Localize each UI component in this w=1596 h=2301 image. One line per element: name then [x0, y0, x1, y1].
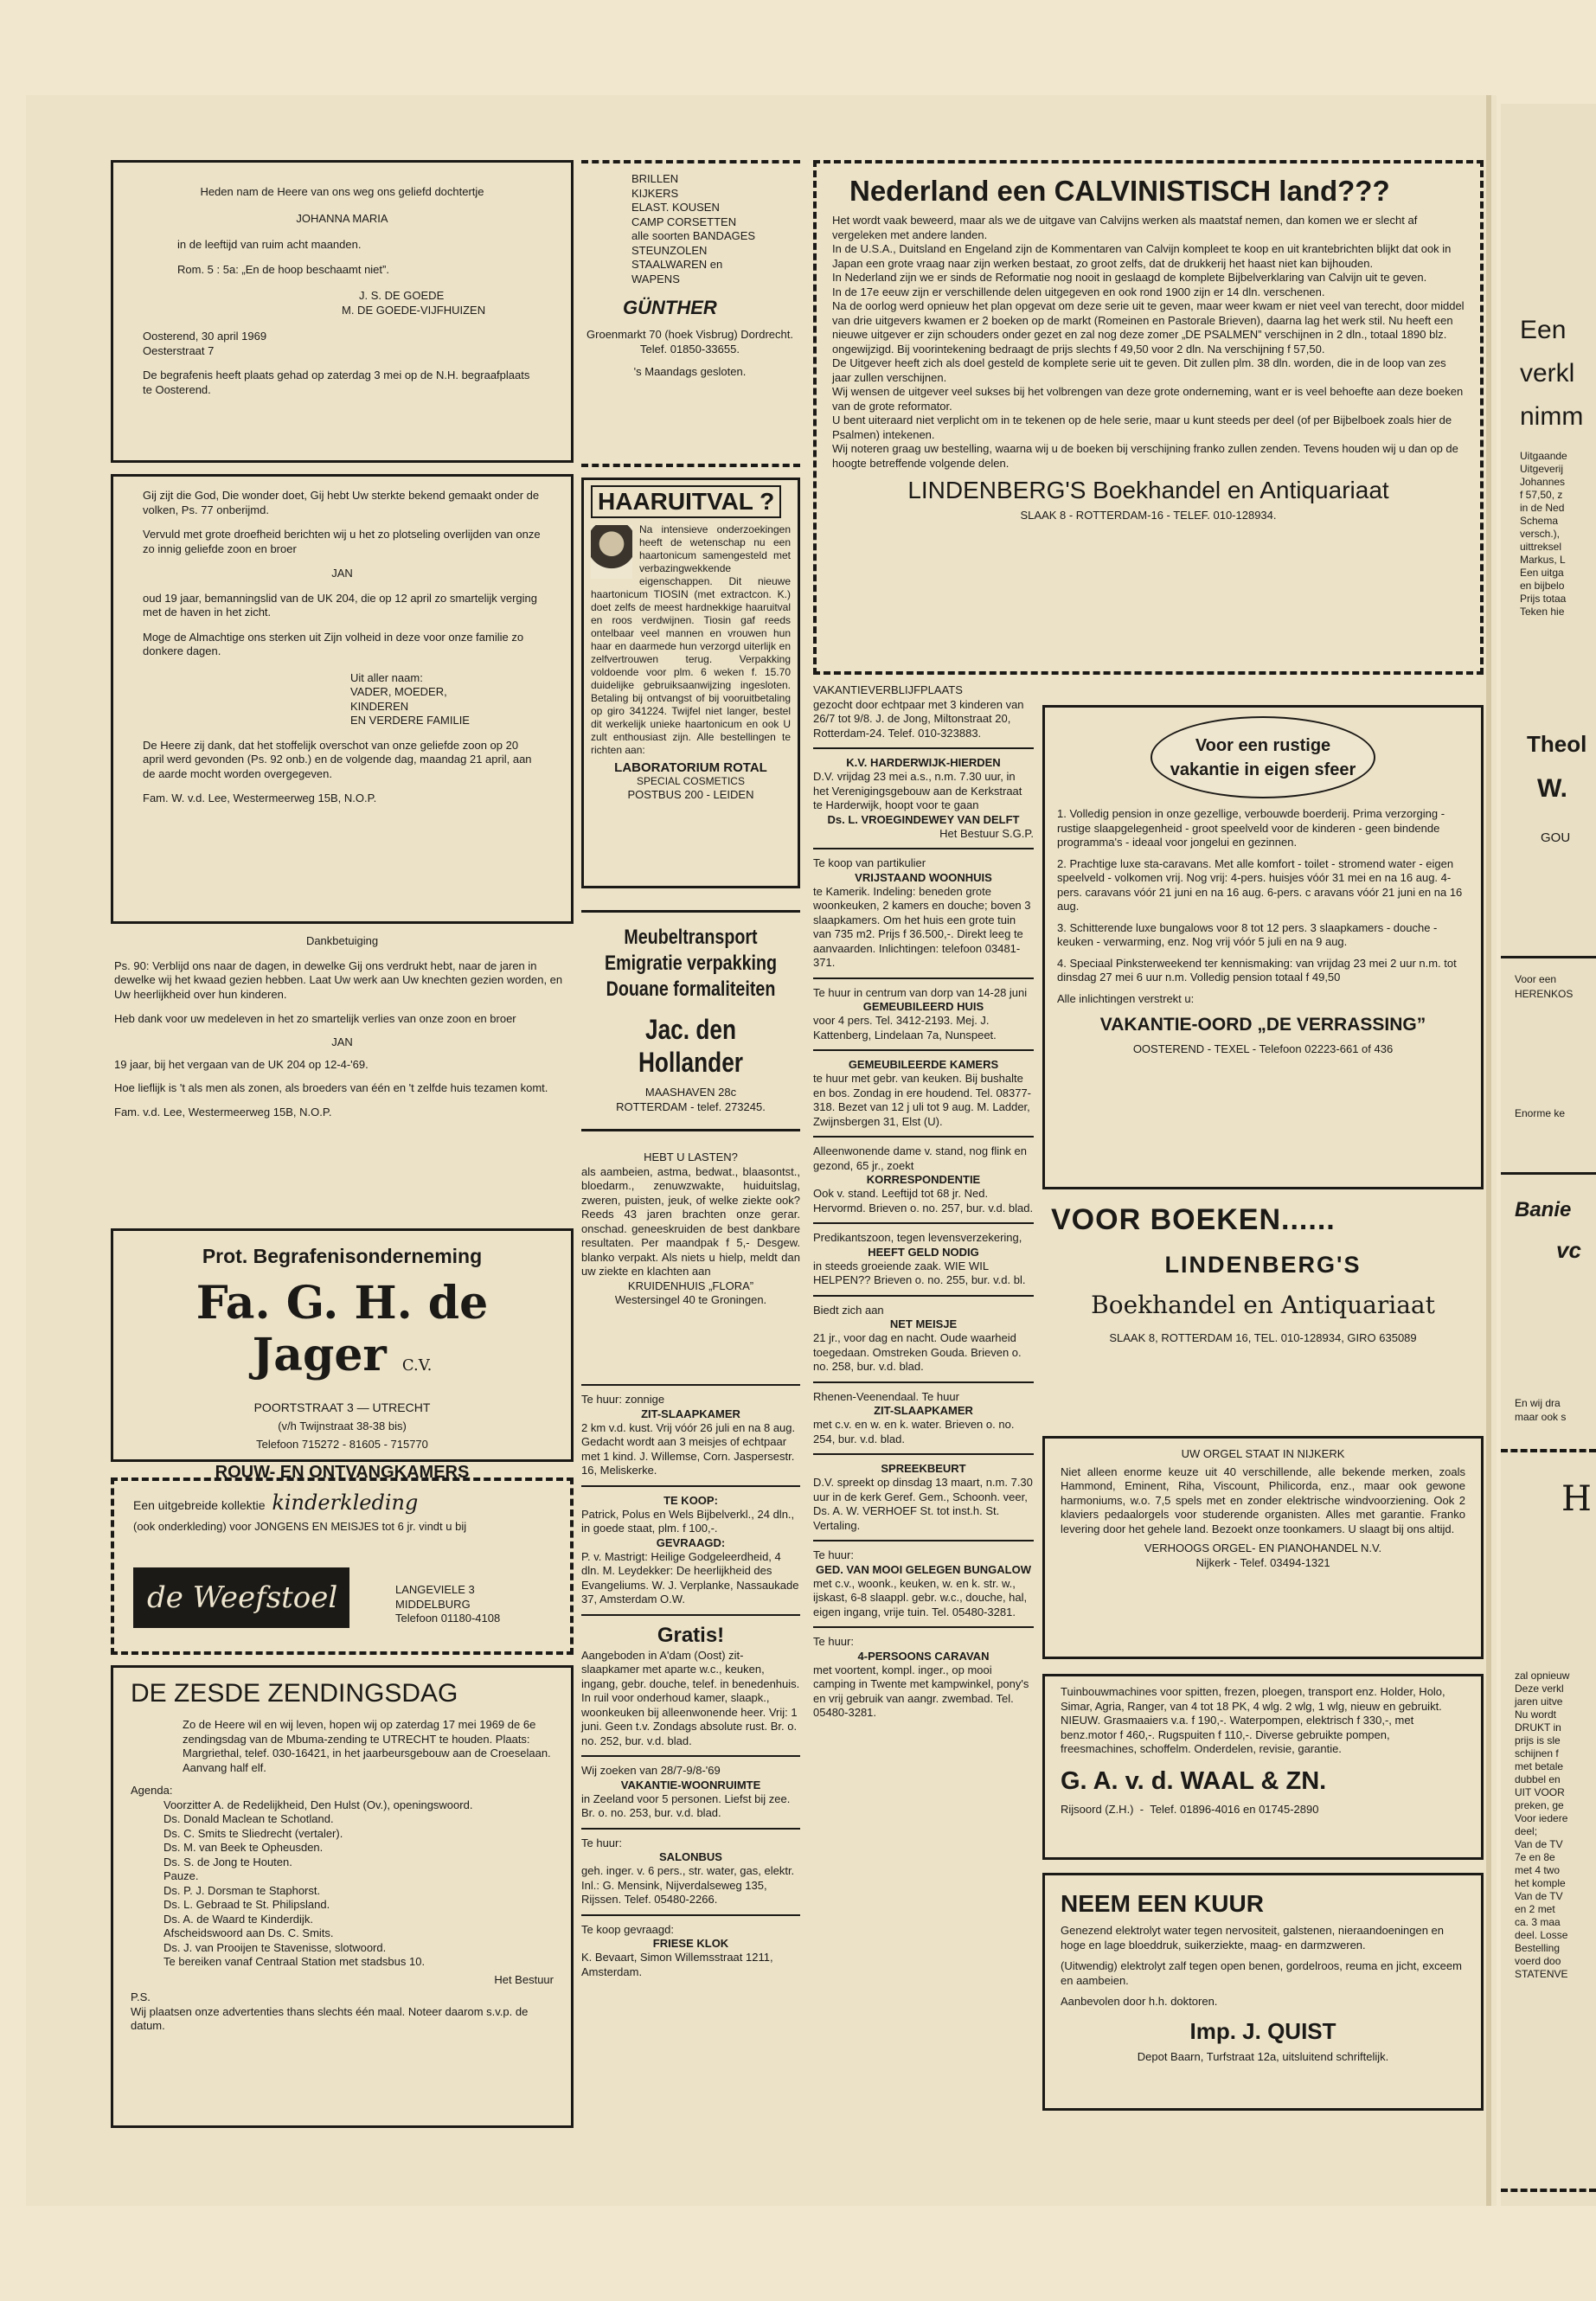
obituary-jan: Gij zijt die God, Die wonder doet, Gij hebt Uw sterkte bekend gemaakt onder de volken, Ps. 77 onberijmd. Vervuld met grote droefheid berichten wij u het zo plotseling overlijden van onze zo innig geliefde zoon en broer JAN oud 19 jaar, bemanningslid van de UK 204, die op 12 april zo smartelijk verging met de haven in het zicht. Moge de Almachtige ons sterken uit Zijn volheid in deze voor onze familie zo donkere dagen. Uit aller naam: VADER, MOEDER, KINDEREN EN VERDERE FAMILIE De Heere zij dank, dat het stoffelijk overschot van onze geliefde zoon op 20 april werd gevonden (Ps. 92 onb.) en de volgende dag, maandag 21 april, aan de aarde mocht worden overgegeven. Fam. W. v.d. Lee, Westermeerweg 15B, N.O.P.	[111, 474, 574, 924]
classified-ad: Te koop gevraagd: FRIESE KLOK K. Bevaart, Simon Willemsstraat 1211, Amsterdam.	[581, 1922, 773, 1978]
garden-machines-ad: Tuinbouwmachines voor spitten, frezen, ploegen, transport enz. Holder, Holo, Simar, Agria, Ranger, van 4 tot 18 PK, 4 wlg. 2 wlg, 1 wlg, nieuw en gebruikt. NIEUW. Grasmaaiers v.a. f 190,-. Waterpompen, elektrisch f 330,-, met benz.motor f 460,-. Rugspuiten f 110,-. Diverse gebruikte pompen, freesmachines, schoffelm. Onderdelen, revisie, garantie. G. A. v. d. WAAL & ZN. Rijsoord (Z.H.) - Telef. 01896-4016 en 01745-2890	[1042, 1674, 1484, 1860]
organ-store-ad: UW ORGEL STAAT IN NIJKERK Niet alleen enorme keuze uit 40 verschillende, alle bekende merken, zoals Hammond, Eminent, Riha, Viscount, Philicorda, enz., maar ook gewone harmoniums, w.o. 7,5 spels met en zonder elektrische windvoorziening. Ook 2 klaviers pedaalorgels voor studerende organisten. Alles met garantie. Franko levering door het gehele land. Bezoekt onze toonkamers. U slaagt bij ons altijd. VERHOOGS ORGEL- EN PIANOHANDEL N.V. Nijkerk - Telef. 03494-1321	[1042, 1436, 1484, 1659]
flora-ad: HEBT U LASTEN? als aambeien, astma, bedwat., blaasontst., bloedarm., zenuwzwakte, huiduitslag, zweren, puisten, jeuk, of welke ziekte ook? Reeds 43 jaren brachten onze geгar. onschad. geneeskruiden de best dankbare resultaten. Per maandpak f 5,- Desgew. blanko verpakt. Als niets u hielp, meldt dan uw ziekte en klachten aan KRUIDENHUIS „FLORA” Westersingel 40 te Groningen.	[581, 1129, 800, 1380]
thanks-notice: Dankbetuiging Ps. 90: Verblijd ons naar de dagen, in dewelke Gij ons verdrukt hebt, naar de jaren in dewelke wij het kwaad gezien hebben. Laat Uw werk aan Uw knechten gezien worden, en Uw heerlijkheid over hun kinderen. Heb dank voor uw medeleven in het zo smartelijk verlies van onze zoon en broer JAN 19 jaar, bij het vergaan van de UK 204 op 12-4-'69. Hoe lieflijk is 't als men als zonen, als broeders van één en 't zelfde huis tezamen komt. Fam. v.d. Lee, Westermeerweg 15B, N.O.P.	[114, 934, 563, 1118]
classified-ad: Biedt zich aan NET MEISJE 21 jr., voor dag en nacht. Oude waarheid toegedaan. Omstreken Gouda. Brieven o. no. 258, bur. v.d. blad.	[813, 1303, 1022, 1373]
classified-ad: K.V. HARDERWIJK-HIERDEN D.V. vrijdag 23 mei a.s., n.m. 7.30 uur, in het Verenigingsgebouw aan de Kerkstraat te Harderwijk, hoopt voor te gaan Ds. L. VROEGINDEWEY VAN DELFT Het Bestuur S.G.P.	[813, 756, 1034, 840]
classified-ad: Te koop van partikulier VRIJSTAAND WOONHUIS te Kamerik. Indeling: beneden grote woonkeuken, 2 kamers en douche; boven 3 slaapkamers. Om het huis een grote tuin van 735 m2. Prijs f 36.500,-. Direkt leeg te aanvaarden. Inlichtingen: telefoon 03481-371.	[813, 856, 1031, 969]
mover-ad: Meubeltransport Emigratie verpakking Douane formaliteiten Jac. den Hollander MAASHAVEN 28c ROTTERDAM - telef. 273245.	[581, 910, 800, 1126]
quist-remedy-ad: NEEM EEN KUUR Genezend elektrolyt water tegen nervositeit, galstenen, nieraandoeningen en hoge en lage bloeddruk, suikerziekte, maag- en darmzweren. (Uitwendig) elektrolyt zalf tegen open benen, gordelroos, reuma en jicht, exceem en aambeien. Aanbevolen door h.h. doktoren. Imp. J. QUIST Depot Baarn, Turfstraat 12a, uitsluitend schriftelijk.	[1042, 1873, 1484, 2111]
vacation-verrassing-ad: Voor een rustige vakantie in eigen sfeer 1. Volledig pension in onze gezellige, verbouwde boerderij. Prima verzorging - rustige slaapgelegenheid - groot speelveld voor de kinderen - geen bindende programma's - ideaal voor jongelui en gezinnen. 2. Prachtige luxe sta-caravans. Met alle komfort - toilet - stromend water - eigen speelveld - volkomen vrij. Nog vrij: 4-pers. huisjes vóór 31 mei en na 16 aug. 4-pers. caravans vóór 21 juni en na 16 aug. 6-pers. c aravans vóór 21 juni en na 16 aug. 3. Schitterende luxe bungalows voor 8 tot 12 pers. 3 slaapkamers - douche - keuken - verwarming, enz. Nog vrij vóór 5 juli en na 9 aug. 4. Speciaal Pinksterweekend ter kennismaking: van vrijdag 23 mei 2 uur n.m. tot dinsdag 27 mei 6 uur n.m. Volledig pension totaal f 49,50 Alle inlichtingen verstrekt u: VAKANTIE-OORD „DE VERRASSING” OOSTEREND - TEXEL - Telefoon 02223-661 of 436	[1042, 705, 1484, 1189]
classified-ad: VAKANTIEVERBLIJFPLAATS gezocht door echtpaar met 3 kinderen van 26/7 tot 9/8. J. de Jong, Miltonstraat 20, Rotterdam-24. Telef. 010-323883.	[813, 683, 1024, 740]
classified-ad: Te huur: SALONBUS geh. inger. v. 6 pers., str. water, gas, elektr. Inl.: G. Mensink, Nijverdalseweg 135, Rijssen. Telef. 05480-2266.	[581, 1836, 795, 1906]
classifieds-col3	[813, 683, 1034, 2124]
funeral-home-ad: Prot. Begrafenisonderneming Fa. G. H. de Jager C.V. POORTSTRAAT 3 — UTRECHT (v/h Twijnstraat 38-38 bis) Telefoon 715272 - 81605 - 715770 ROUW- EN ONTVANGKAMERS	[111, 1228, 574, 1462]
classified-ad: Wij zoeken van 28/7-9/8-'69 VAKANTIE-WOONRUIMTE in Zeeland voor 5 personen. Liefst bij zee. Br. o. no. 253, bur. v.d. blad.	[581, 1764, 791, 1819]
classified-ad: Alleenwonende dame v. stand, nog flink en gezond, 65 jr., zoekt KORRESPONDENTIE Ook v. stand. Leeftijd tot 68 jr. Ned. Hervormd. Brieven o. no. 257, bur. v.d. blad.	[813, 1144, 1034, 1215]
classifieds-col2	[581, 1377, 800, 2121]
mission-day-ad: DE ZESDE ZENDINGSDAG Zo de Heere wil en wij leven, hopen wij op zaterdag 17 mei 1969 de 6e zendingsdag van de Mbuma-zending te UTRECHT te houden. Plaats: Margriethal, telef. 030-16421, in het jaarbeursgebouw aan de Croeselaan. Aanvang half elf. Agenda: Voorzitter A. de Redelijkheid, Den Hulst (Ov.), openingswoord. Ds. Donald Maclean te Schotland. Ds. C. Smits te Sliedrecht (vertaler). Ds. M. van Beek te Opheusden. Ds. S. de Jong te Houten. Pauze. Ds. P. J. Dorsman te Staphorst. Ds. L. Gebraad te St. Philipsland. Ds. A. de Waard te Kinderdijk. Afscheidswoord aan Ds. C. Smits. Ds. J. van Prooijen te Stavenisse, slotwoord. Te bereiken vanaf Centraal Station met stadsbus 10. Het Bestuur P.S. Wij plaatsen onze advertenties thans slechts één maal. Noteer daarom s.v.p. de datum.	[111, 1665, 574, 2128]
classified-ad: GEMEUBILEERDE KAMERS te huur met gebr. van keuken. Bij bushalte en bos. Zondag in ere houdend. Tel. 08377-318. Bezet van 12 j uli tot 9 aug. M. Ladder, Zwijnsbergen 31, Elst (U).	[813, 1058, 1032, 1128]
classified-ad: Predikantszoon, tegen levensverzekering, HEEFT GELD NODIG in steeds groeiende zaak. WIE WIL HELPEN?? Brieven o. no. 255, bur. v.d. bl.	[813, 1231, 1026, 1286]
calvin-bookstore-ad: Nederland een CALVINISTISCH land??? Het wordt vaak beweerd, maar als we de uitgave van Calvijns werken als maatstaf nemen, dan komen we er slecht af vergeleken met andere landen. In de U.S.A., Duitsland en Engeland zijn de Kommentaren van Calvijn kompleet te koop en uit krantebrichten blijkt dat ook in Japan een grote vraag naar zijn werken bestaat, zo groot zelfs, dat de drukkerij het haast niet kan bijhouden. In Nederland zijn we er sinds de Reformatie nog nooit in geslaagd de komplete Bijbelverklaring van Calvijn uit te geven. In de 17e eeuw zijn er verschillende delen uitgegeven en ook rond 1900 zijn er 14 dln. verschenen. Na de oorlog werd opnieuw het plan opgevat om deze serie uit te geven, maar weer kwam er niet veel van terecht, door middel van drie uitgevers kwamen er 2 boeken op de markt (Romeinen en Pastorale Brieven), daarna lag het werk stil. Nu heeft een nieuwe uitgever er zijn schouders onder gezet en zal nog deze zomer „DE PSALMEN” verschijnen in 2 dln., totaal 1890 blz. ongewijzigd. Bij voorintekening bedraagt de prijs slechts f 49,50 voor 2 dln. Na verschijning f 57,50. De Uitgever heeft zich als doel gesteld de komplete serie uit te geven. Dit zullen plm. 38 dln. worden, die in de loop van zes jaar zullen verschijnen. Wij wensen de uitgever veel sukses bij het volbrengen van deze grote onderneming, want er is veel behoefte aan deze boeken van de grote reformator. U bent uiteraard niet verplicht om in te tekenen op de hele serie, maar u kunt steeds per deel (of per Bijbelboek zoals hier de Psalmen) intekenen. Wij noteren graag uw bestelling, waarna wij u de boeken bij verschijning franko zullen zenden. Tevens houden wij u dan op de hoogte betreffende volgende delen. LINDENBERG'S Boekhandel en Antiquariaat SLAAK 8 - ROTTERDAM-16 - TELEF. 010-128934.	[813, 160, 1484, 675]
classified-ad: Te huur: zonnige ZIT-SLAAPKAMER 2 km v.d. kust. Vrij vóór 26 juli en na 8 aug. Gedacht wordt aan 3 meisjes of echtpaar met 1 kind. J. Willemse, Corn. Jaspersestr. 16, Meliskerke.	[581, 1393, 796, 1477]
adjacent-page: Een verkl nimm Uitgaande Uitgeverij Johannes f 57,50, z in de Ned Schema versch.), uittreksel Markus, L Een uitga en bijbelo Prijs totaa Teken hie Theol W. GOU Voor een HERENKOS Enorme ke Banie vc En wij dra maar ook s H zal opnieuw Deze verkl jaren uitve Nu wordt DRUKT in prijs is sle schijnen f met betale dubbel en UIT VOOR preken, ge Voor iedere deel; Van de TV 7e en 8e met 4 two het komple Van de TV en 2 met ca. 3 maa deel. Losse Bestelling voerd doo STATENVE	[1501, 104, 1596, 2206]
gunther-ad: BRILLEN KIJKERS ELAST. KOUSEN CAMP CORSETTEN alle soorten BANDAGES STEUNZOLEN STAALWAREN en WAPENS GÜNTHER Groenmarkt 70 (hoek Visbrug) Dordrecht. Telef. 01850-33655. 's Maandags gesloten.	[581, 160, 800, 467]
gratis-ad: Gratis! Aangeboden in A'dam (Oost) zit-slaapkamer met aparte w.c., keuken, ingang, gebr. douche, telef. in benedenhuis. In ruil voor onderhoud kamer, slaapk., woonkeuken bij alleenwonende heer. Vrij: 1 juni. Geen t.v. Zondags absolute rust. Br. o. no. 252, bur. v.d. blad.	[581, 1623, 800, 1747]
classified-ad: TE KOOP: Patrick, Polus en Wels Bijbelverkl., 24 dln., in goede staat, plm. f 100,-. GEVRAAGD: P. v. Mastrigt: Heilige Godgeleerdheid, 4 dln. M. Leydekker: De heerlijkheid des Evangeliums. W. J. Verplanke, Nassaukade 37, Amsterdam O.W.	[581, 1493, 799, 1606]
weefstoel-logo: de Weefstoel	[133, 1567, 349, 1628]
kids-clothing-ad: Een uitgebreide kollektie kinderkleding (ook onderkleding) voor JONGENS EN MEISJES tot 6 jr. vindt u bij de Weefstoel LANGEVIELE 3 MIDDELBURG Telefoon 01180-4108	[111, 1477, 574, 1655]
woman-portrait-image	[591, 525, 632, 579]
obituary-johanna: Heden nam de Heere van ons weg ons geliefd dochtertje JOHANNA MARIA in de leeftijd van ruim acht maanden. Rom. 5 : 5a: „En de hoop beschaamt niet”. J. S. DE GOEDE M. DE GOEDE-VIJFHUIZEN Oosterend, 30 april 1969 Oesterstraat 7 De begrafenis heeft plaats gehad op zaterdag 3 mei op de N.H. begraafplaats te Oosterend.	[111, 160, 574, 463]
classified-ad: Te huur: GED. VAN MOOI GELEGEN BUNGALOW met c.v., woonk., keuken, w. en k. str. w., ijskast, 6-8 slaappl. gebr. w.c., douche, hal, eigen ingang, vrije tuin. Tel. 05480-3281.	[813, 1548, 1031, 1618]
classified-ad: Rhenen-Veenendaal. Te huur ZIT-SLAAPKAMER met c.v. en w. en k. water. Brieven o. no. 254, bur. v.d. blad.	[813, 1389, 1015, 1445]
vacation-headline-badge: Voor een rustige vakantie in eigen sfeer	[1151, 716, 1375, 798]
classified-ad: Te huur: 4-PERSOONS CARAVAN met voortent, kompl. inger., op mooi camping in Twente met kampwinkel, pony's en vrij gebruik van aangr. zwembad. Tel. 05480-3281.	[813, 1635, 1029, 1719]
hair-tonic-ad: HAARUITVAL ? Na intensieve onderzoekingen heeft de wetenschap nu een haartonicum samengesteld met verbazingwekkende eigenschappen. Dit nieuwe haartonicum TIOSIN (met extractcon. K.) doet zelfs de meest hardnekkige haaruitval en roos verdwijnen. Tiosin gaf reeds ontelbaar veel mannen en vrouwen hun haar en daarmede hun verzorgd uiterlijk en zelfvertrouwen terug. Verpakking voldoende voor plm. 6 weken f. 15.70 duidelijke gebruiksaanwijzing ingesloten. Betaling bij ontvangst of bij vooruitbetaling op giro 341224. Twijfel niet langer, bestel dit werkelijk unieke haartonicum en ook U zult enthousiast zijn. Alle bestellingen te richten aan: LABORATORIUM ROTAL SPECIAL COSMETICS POSTBUS 200 - LEIDEN	[581, 478, 800, 888]
classified-ad: Te huur in centrum van dorp van 14-28 juni GEMEUBILEERD HUIS voor 4 pers. Tel. 3412-2193. Mej. J. Kattenberg, Lindelaan 7a, Nunspeet.	[813, 985, 1028, 1042]
page-fold	[1486, 95, 1491, 2206]
lindenberg-books-ad: VOOR BOEKEN...... LINDENBERG'S Boekhandel en Antiquariaat SLAAK 8, ROTTERDAM 16, TEL. 010-128934, GIRO 635089	[1051, 1203, 1435, 1344]
classified-ad: SPREEKBEURT D.V. spreekt op dinsdag 13 maart, n.m. 7.30 uur in de kerk Geref. Gem., Schoonh. veer, Ds. A. W. VERHOEF St. tot inst.h. St. Vertaling.	[813, 1462, 1033, 1532]
